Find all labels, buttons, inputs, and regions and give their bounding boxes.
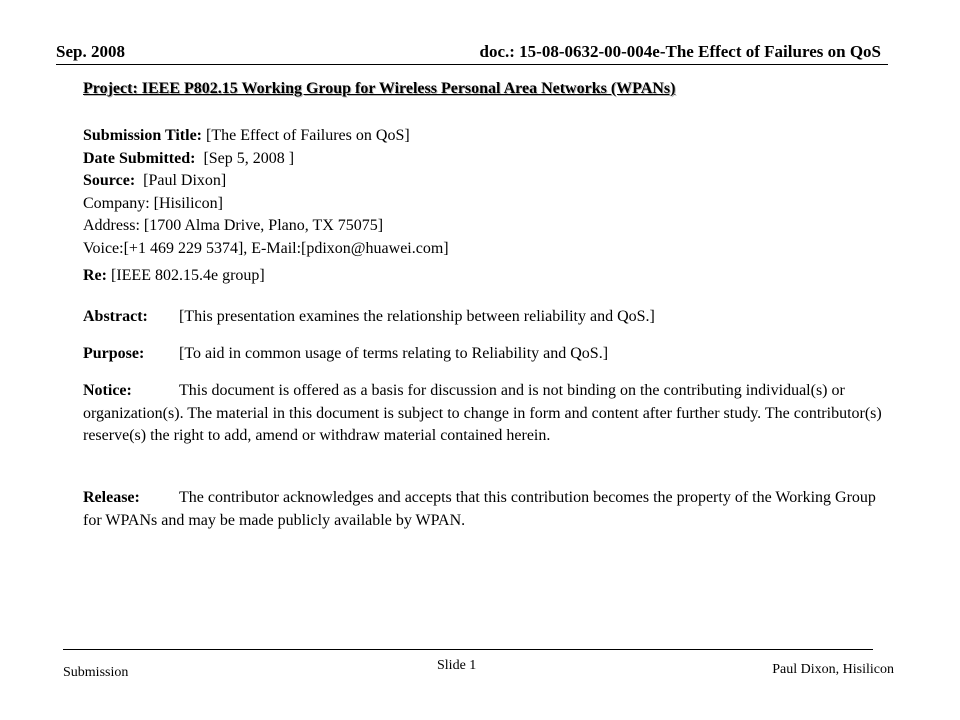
release-label: Release: xyxy=(83,489,140,506)
purpose-value: [To aid in common usage of terms relating to Reliability and QoS.] xyxy=(179,345,609,362)
date-submitted-label: Date Submitted: xyxy=(83,149,196,167)
notice-text: This document is offered as a basis for discussion and is not binding on the contributing individual(s) or organization(s). The material in this document is subject to change in form and content after further study. The contributor(s) reserve(s) the right to add, amend or withdraw material contained herein. xyxy=(83,382,882,444)
address-line: Address: [1700 Alma Drive, Plano, TX 75075] xyxy=(83,217,384,234)
footer-submission: Submission xyxy=(63,665,129,680)
abstract-value: [This presentation examines the relationship between reliability and QoS.] xyxy=(179,308,655,325)
release-paragraph xyxy=(83,487,883,532)
footer-author: Paul Dixon, Hisilicon xyxy=(772,662,894,677)
release-text: The contributor acknowledges and accepts that this contribution becomes the property of the Working Group for WPANs and may be made publicly available by WPAN. xyxy=(83,489,876,529)
submission-title-label: Submission Title: xyxy=(83,127,207,144)
purpose-label: Purpose: xyxy=(83,345,145,362)
voice-email-line: Voice:[+1 469 229 5374], E-Mail:[pdixon@huawei.com] xyxy=(83,239,449,257)
re-line xyxy=(83,265,265,288)
submission-title-line xyxy=(83,125,449,148)
source-label: Source: xyxy=(83,172,136,189)
date-submitted-value: [Sep 5, 2008 ] xyxy=(195,149,295,167)
header-divider xyxy=(56,64,888,65)
submission-title-value: [The Effect of Failures on QoS] xyxy=(206,127,410,144)
footer-divider xyxy=(63,649,873,650)
header-doc-id: doc.: 15-08-0632-00-004e-The Effect of Failures on QoS xyxy=(479,42,881,61)
project-title: Project: IEEE P802.15 Working Group for Wireless Personal Area Networks (WPANs) xyxy=(83,80,676,97)
source-value: [Paul Dixon] xyxy=(135,172,227,189)
company-line: Company: [Hisilicon] xyxy=(83,194,223,212)
submission-info xyxy=(83,125,449,260)
abstract-line xyxy=(83,306,655,329)
re-label: Re: xyxy=(83,267,111,284)
date-submitted-line xyxy=(83,148,449,171)
re-value: [IEEE 802.15.4e group] xyxy=(110,267,265,284)
notice-paragraph xyxy=(83,380,883,448)
header-date: Sep. 2008 xyxy=(56,42,125,61)
purpose-line xyxy=(83,343,608,366)
footer-slide-number: Slide 1 xyxy=(437,658,477,673)
abstract-label: Abstract: xyxy=(83,308,148,325)
notice-label: Notice: xyxy=(83,382,132,399)
source-line xyxy=(83,170,449,193)
